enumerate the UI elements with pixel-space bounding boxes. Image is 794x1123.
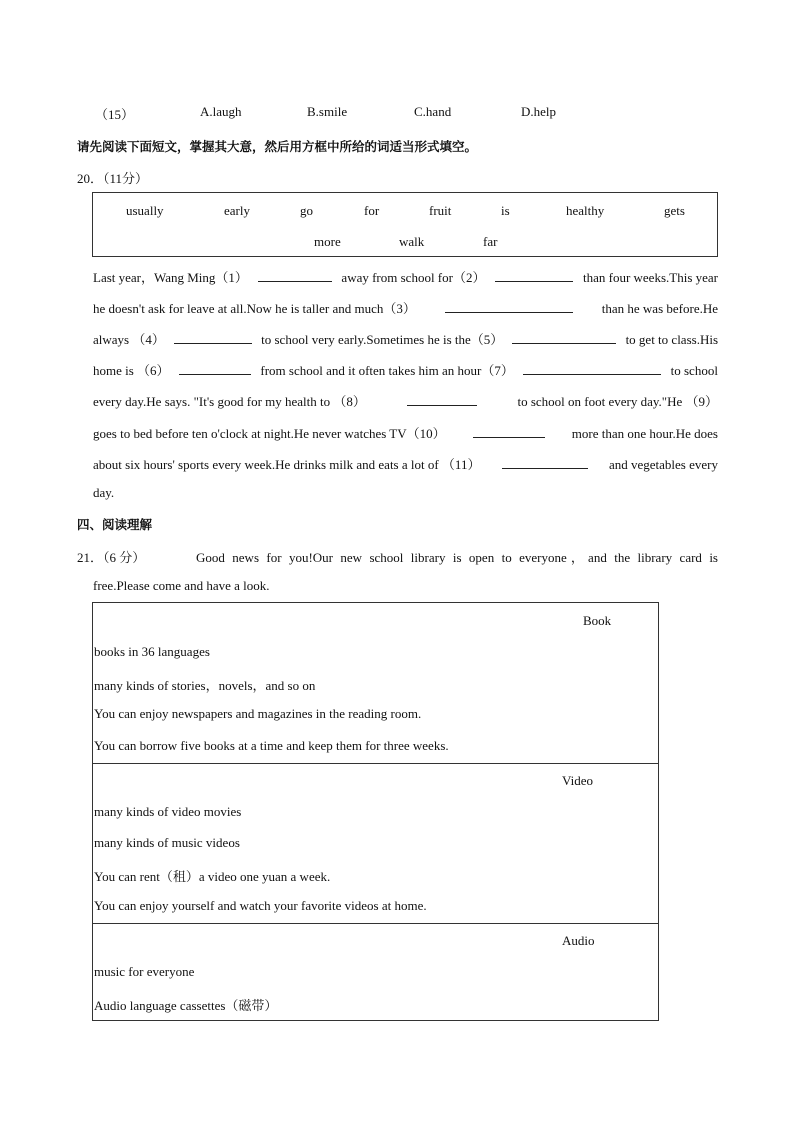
passage-line <box>93 454 718 473</box>
audio-section <box>93 923 658 1020</box>
word-box-item: go <box>300 203 313 218</box>
q15-number: （15） <box>95 107 135 122</box>
q15-option-c[interactable]: C.hand <box>414 104 452 119</box>
word-box-item: more <box>314 234 341 249</box>
passage-line <box>93 329 718 348</box>
audio-item: Audio language cassettes（磁带） <box>94 998 278 1013</box>
answer-blank-11[interactable] <box>502 456 588 469</box>
passage-line <box>93 267 718 286</box>
book-item: You can borrow five books at a time and keep them for three weeks. <box>94 738 449 753</box>
word-box-item: usually <box>126 203 164 218</box>
passage-text: from school and it often takes him an hour（7） <box>260 363 514 378</box>
video-item: many kinds of music videos <box>94 835 240 850</box>
word-box-item: gets <box>664 203 685 218</box>
passage-text: to school <box>670 363 718 378</box>
answer-blank-8[interactable] <box>407 393 477 406</box>
audio-section-title: Audio <box>562 933 595 948</box>
video-section-title: Video <box>562 773 593 788</box>
word-box-item: far <box>483 234 498 249</box>
q15-option-d[interactable]: D.help <box>521 104 557 119</box>
q15-option-a[interactable]: A.laugh <box>200 104 242 119</box>
passage-text: day. <box>93 485 115 500</box>
passage-text: home is （6） <box>93 363 170 378</box>
answer-blank-6[interactable] <box>179 362 251 375</box>
passage-text: to school on foot every day."He （9） <box>517 394 718 409</box>
library-info-table <box>92 602 659 1021</box>
audio-item: music for everyone <box>94 964 195 979</box>
word-box-item: walk <box>399 234 425 249</box>
word-box <box>92 192 718 257</box>
q15-option-b[interactable]: B.smile <box>307 104 348 119</box>
passage-text: and vegetables every <box>608 457 718 472</box>
passage-line <box>93 485 718 501</box>
answer-blank-7[interactable] <box>523 362 661 375</box>
word-box-item: healthy <box>566 203 605 218</box>
instruction-text: 请先阅读下面短文，掌握其大意，然后用方框中所给的词适当形式填空。 <box>77 139 478 154</box>
passage-text: about six hours' sports every week.He drinks milk and eats a lot of （11） <box>93 457 481 472</box>
passage-text: than he was before.He <box>601 301 718 316</box>
q21-intro: free.Please come and have a look. <box>93 578 270 593</box>
passage-text: to school very early.Sometimes he is the（5） <box>261 332 504 347</box>
video-item: You can enjoy yourself and watch your favorite videos at home. <box>94 898 427 913</box>
word-box-item: fruit <box>429 203 452 218</box>
video-section <box>93 763 658 923</box>
book-section <box>93 603 658 763</box>
passage-text: than four weeks.This year <box>582 270 718 285</box>
book-item: many kinds of stories，novels，and so on <box>94 678 316 693</box>
answer-blank-3[interactable] <box>445 300 573 313</box>
passage-line <box>93 298 718 317</box>
q20-header: 20．（11分） <box>77 171 149 186</box>
word-box-item: is <box>501 203 510 218</box>
word-box-item: for <box>364 203 380 218</box>
passage-text: more than one hour.He does <box>571 426 718 441</box>
passage-text: every day.He says. "It's good for my health to （8） <box>93 394 366 409</box>
answer-blank-4[interactable] <box>174 331 252 344</box>
book-section-title: Book <box>583 613 612 628</box>
q21-header: 21．（6 分） <box>77 550 146 565</box>
passage-text: he doesn't ask for leave at all.Now he is taller and much（3） <box>93 301 416 316</box>
section-title: 四、阅读理解 <box>77 517 153 532</box>
passage-line <box>93 423 718 442</box>
passage-text: goes to bed before ten o'clock at night.He never watches TV（10） <box>93 426 446 441</box>
passage-text: Last year，Wang Ming（1） <box>93 270 248 285</box>
video-item: You can rent（租）a video one yuan a week. <box>94 869 331 884</box>
passage-line <box>93 360 718 379</box>
video-item: many kinds of video movies <box>94 804 242 819</box>
answer-blank-5[interactable] <box>512 331 616 344</box>
passage-text: always （4） <box>93 332 165 347</box>
word-box-item: early <box>224 203 250 218</box>
passage-text: to get to class.His <box>625 332 718 347</box>
passage-line <box>93 391 718 410</box>
passage-text: away from school for（2） <box>341 270 486 285</box>
book-item: You can enjoy newspapers and magazines in the reading room. <box>94 706 422 721</box>
answer-blank-10[interactable] <box>473 425 545 438</box>
answer-blank-2[interactable] <box>495 269 573 282</box>
book-item: books in 36 languages <box>94 644 210 659</box>
answer-blank-1[interactable] <box>258 269 332 282</box>
q21-intro: Good news for you!Our new school library is open to everyone，and the library card is <box>196 550 718 565</box>
